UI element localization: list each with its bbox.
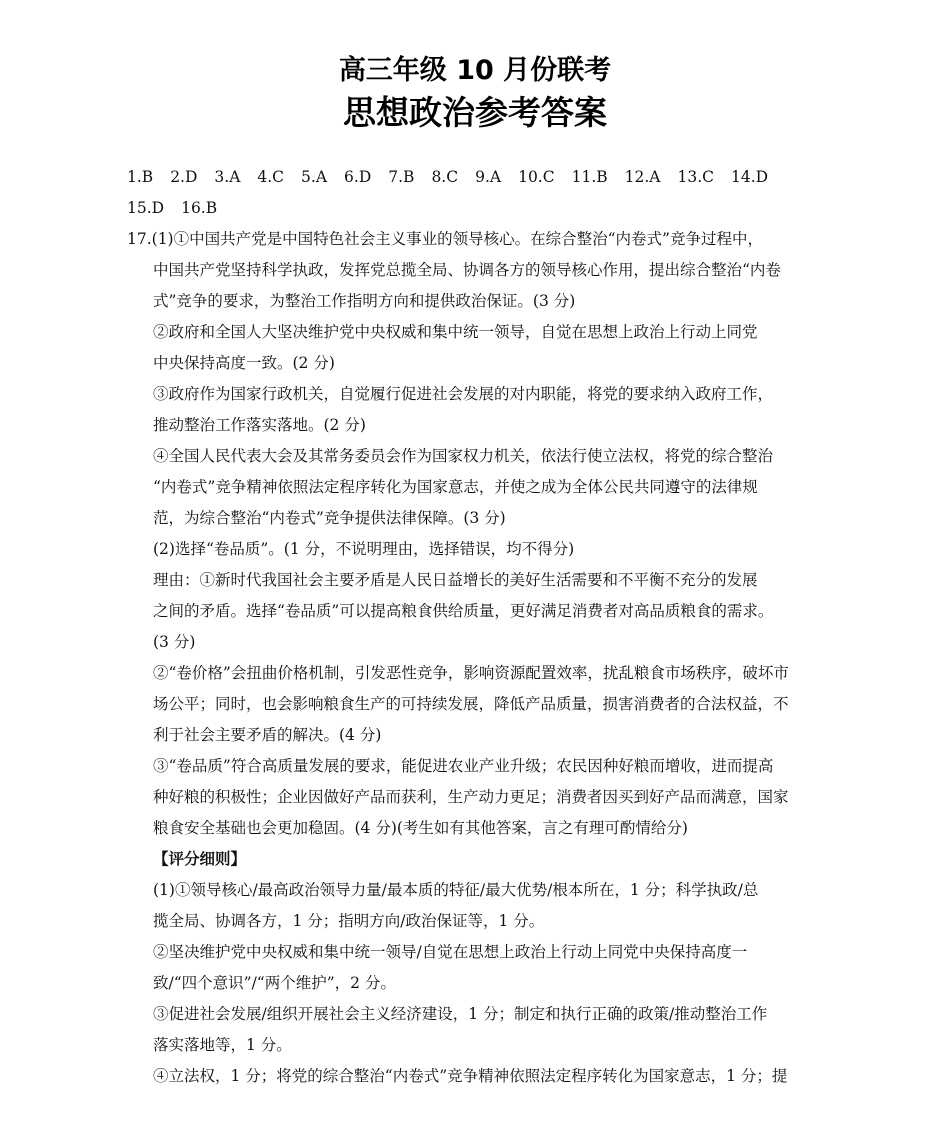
- mc-answer: 3.A: [214, 168, 241, 186]
- mc-answer: 16.B: [181, 199, 218, 217]
- mc-answer: 1.B: [127, 168, 154, 186]
- answer-line: 17.(1)①中国共产党是中国特色社会主义事业的领导核心。在综合整治“内卷式”竞争过程中，: [127, 230, 763, 248]
- mc-answer: 5.A: [301, 168, 328, 186]
- answer-line: 粮食安全基础也会更加稳固。(4 分)(考生如有其他答案，言之有理可酌情给分): [153, 819, 688, 837]
- answer-line: 场公平；同时，也会影响粮食生产的可持续发展，降低产品质量，损害消费者的合法权益，不: [153, 695, 789, 713]
- exam-title: 高三年级 10 月份联考: [338, 55, 612, 86]
- mc-answer: 9.A: [475, 168, 502, 186]
- mc-answer: 8.C: [431, 168, 459, 186]
- answer-content: [127, 162, 830, 1092]
- answer-line: (3 分): [153, 633, 196, 651]
- rubric-heading: 【评分细则】: [153, 850, 247, 868]
- answer-line: 式”竞争的要求，为整治工作指明方向和提供政治保证。(3 分): [153, 292, 576, 310]
- mc-answers-row-2: [127, 193, 830, 224]
- answer-line: ④全国人民代表大会及其常务委员会作为国家权力机关，依法行使立法权，将党的综合整治: [153, 447, 774, 465]
- answer-line: 中国共产党坚持科学执政，发挥党总揽全局、协调各方的领导核心作用，提出综合整治“内卷: [153, 261, 781, 279]
- rubric-line: ②坚决维护党中央权威和集中统一领导/自觉在思想上政治上行动上同党中央保持高度一: [153, 943, 748, 961]
- answer-line: 范，为综合整治“内卷式”竞争提供法律保障。(3 分): [153, 509, 506, 527]
- mc-answer: 13.C: [677, 168, 714, 186]
- mc-answer: 14.D: [731, 168, 769, 186]
- mc-answers-row-1: [127, 162, 830, 193]
- mc-answer: 10.C: [518, 168, 555, 186]
- question-17-part-1: [127, 224, 830, 534]
- question-17-part-2: [127, 534, 830, 844]
- answer-line: ③政府作为国家行政机关，自觉履行促进社会发展的对内职能，将党的要求纳入政府工作，: [153, 385, 774, 403]
- answer-line: 推动整治工作落实落地。(2 分): [153, 416, 366, 434]
- rubric-line: 落实落地等，1 分。: [153, 1036, 292, 1054]
- mc-answer: 2.D: [170, 168, 198, 186]
- mc-answer: 7.B: [388, 168, 415, 186]
- mc-answer: 4.C: [257, 168, 285, 186]
- rubric-line: 揽全局、协调各方，1 分；指明方向/政治保证等，1 分。: [153, 912, 545, 930]
- answer-line: ②“卷价格”会扭曲价格机制，引发恶性竞争，影响资源配置效率，扰乱粮食市场秩序，破坏市: [153, 664, 789, 682]
- mc-answer: 15.D: [127, 199, 165, 217]
- answer-key-subtitle: 思想政治参考答案: [343, 93, 607, 132]
- answer-line: (2)选择“卷品质”。(1 分，不说明理由，选择错误，均不得分): [153, 540, 575, 558]
- mc-answer: 6.D: [344, 168, 372, 186]
- answer-line: 利于社会主要矛盾的解决。(4 分): [153, 726, 382, 744]
- rubric-line: (1)①领导核心/最高政治领导力量/最本质的特征/最大优势/根本所在，1 分；科学执政/总: [153, 881, 759, 899]
- answer-line: 种好粮的积极性；企业因做好产品而获利，生产动力更足；消费者因买到好产品而满意，国家: [153, 788, 789, 806]
- answer-line: 中央保持高度一致。(2 分): [153, 354, 335, 372]
- mc-answer: 12.A: [624, 168, 661, 186]
- scoring-rubric: [127, 844, 830, 1092]
- rubric-line: 致/“四个意识”/“两个维护”，2 分。: [153, 974, 396, 992]
- answer-line: ②政府和全国人大坚决维护党中央权威和集中统一领导，自觉在思想上政治上行动上同党: [153, 323, 758, 341]
- mc-answer: 11.B: [571, 168, 608, 186]
- answer-line: “内卷式”竞争精神依照法定程序转化为国家意志，并使之成为全体公民共同遵守的法律规: [153, 478, 758, 496]
- rubric-line: ③促进社会发展/组织开展社会主义经济建设，1 分；制定和执行正确的政策/推动整治工作: [153, 1005, 768, 1023]
- answer-line: ③“卷品质”符合高质量发展的要求，能促进农业产业升级；农民因种好粮而增收，进而提高: [153, 757, 774, 775]
- rubric-line: ④立法权，1 分；将党的综合整治“内卷式”竞争精神依照法定程序转化为国家意志，1 分；提: [153, 1067, 788, 1085]
- answer-line: 之间的矛盾。选择“卷品质”可以提高粮食供给质量，更好满足消费者对高品质粮食的需求。: [153, 602, 774, 620]
- answer-line: 理由：①新时代我国社会主要矛盾是人民日益增长的美好生活需要和不平衡不充分的发展: [153, 571, 758, 589]
